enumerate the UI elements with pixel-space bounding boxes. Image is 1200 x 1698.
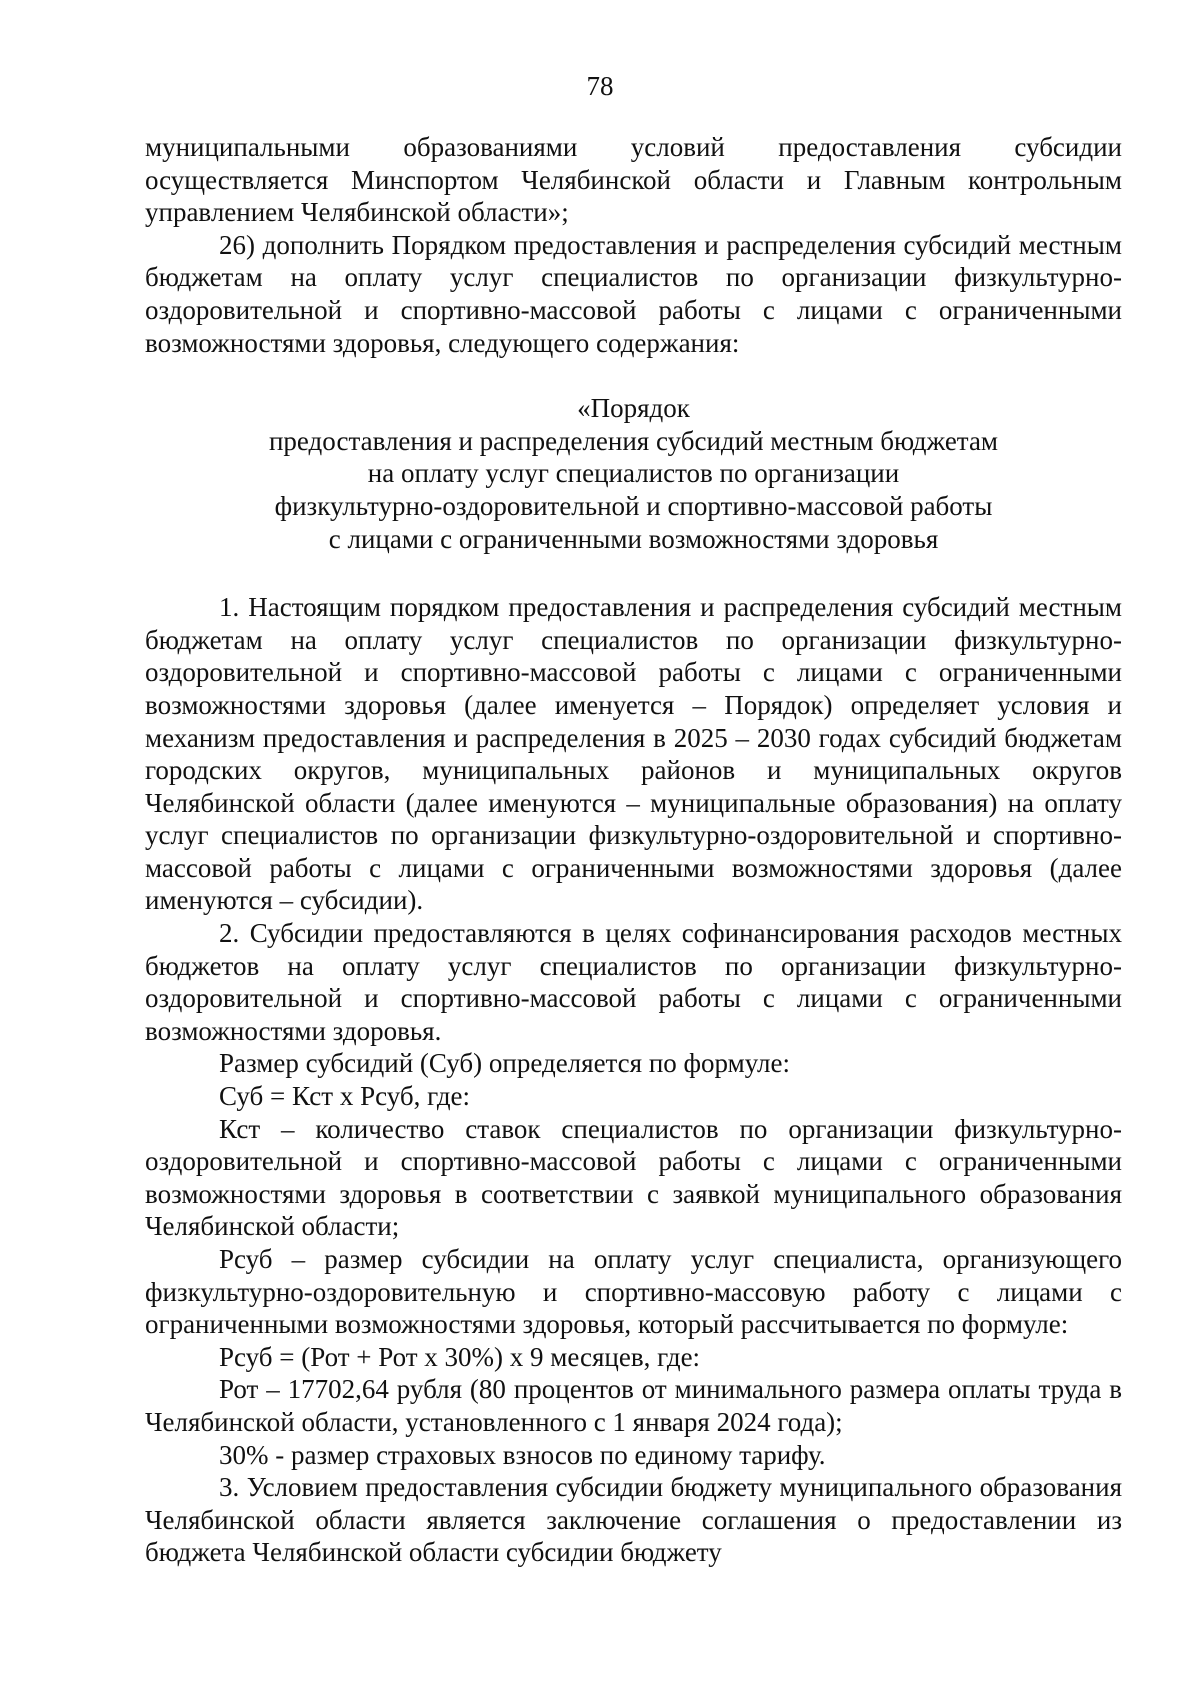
paragraph-clause-2: 2. Субсидии предоставляются в целях софинансирования расходов местных бюджетов на оплату услуг специалистов по организации физкультурно-оздоровительной и спортивно-массовой работы с лицами с ограниченными возможностями здоровья. bbox=[145, 918, 1122, 1046]
paragraph-clause-3: 3. Условием предоставления субсидии бюджету муниципального образования Челябинской области является заключение соглашения о предоставлении из бюджета Челябинской области субсидии бюджету bbox=[145, 1472, 1122, 1568]
document-body bbox=[145, 131, 1122, 1569]
title-line: с лицами с ограниченными возможностями здоровья bbox=[328, 523, 939, 554]
paragraph-clause-1: 1. Настоящим порядком предоставления и распределения субсидий местным бюджетам на оплату услуг специалистов по организации физкультурно-оздоровительной и спортивно-массовой работы с лицами с ограниченными возможностями здоровья (далее именуется – Порядок) определяет условия и механизм предоставления и распределения в 2025 – 2030 годах субсидий бюджетам городских округов, муниципальных районов и муниципальных округов Челябинской области (далее именуются – муниципальные образования) на оплату услуг специалистов по организации физкультурно-оздоровительной и спортивно-массовой работы с лицами с ограниченными возможностями здоровья (далее именуются – субсидии). bbox=[145, 592, 1122, 916]
paragraph-formula: Суб = Кст х Рсуб, где: bbox=[219, 1081, 471, 1112]
paragraph-formula-intro: Размер субсидий (Суб) определяется по формуле: bbox=[219, 1048, 790, 1079]
paragraph-rsub-definition: Рсуб – размер субсидии на оплату услуг специалиста, организующего физкультурно-оздоровительную и спортивно-массовую работу с лицами с ограниченными возможностями здоровья, который рассчитывается по формуле: bbox=[145, 1244, 1122, 1340]
title-line: на оплату услуг специалистов по организации bbox=[367, 458, 900, 489]
paragraph-item-26: 26) дополнить Порядком предоставления и распределения субсидий местным бюджетам на оплату услуг специалистов по организации физкультурно-оздоровительной и спортивно-массовой работы с лицами с ограниченными возможностями здоровья, следующего содержания: bbox=[145, 229, 1122, 358]
paragraph-rot-definition: Рот – 17702,64 рубля (80 процентов от минимального размера оплаты труда в Челябинской области, установленного с 1 января 2024 года); bbox=[145, 1374, 1122, 1437]
document-title bbox=[145, 392, 1122, 555]
title-line: физкультурно-оздоровительной и спортивно-массовой работы bbox=[274, 490, 993, 521]
paragraph-insurance-rate: 30% - размер страховых взносов по единому тарифу. bbox=[219, 1439, 826, 1470]
title-line: «Порядок bbox=[577, 393, 690, 424]
page-number: 78 bbox=[586, 71, 614, 101]
title-line: предоставления и распределения субсидий местным бюджетам bbox=[268, 425, 999, 456]
paragraph-rsub-formula: Рсуб = (Рот + Рот х 30%) х 9 месяцев, где: bbox=[219, 1341, 701, 1372]
paragraph-continuation: муниципальными образованиями условий предоставления субсидии осуществляется Минспортом Челябинской области и Главным контрольным управлением Челябинской области»; bbox=[145, 132, 1122, 228]
paragraph-kst-definition: Кст – количество ставок специалистов по организации физкультурно-оздоровительной и спортивно-массовой работы с лицами с ограниченными возможностями здоровья в соответствии с заявкой муниципального образования Челябинской области; bbox=[145, 1113, 1122, 1242]
